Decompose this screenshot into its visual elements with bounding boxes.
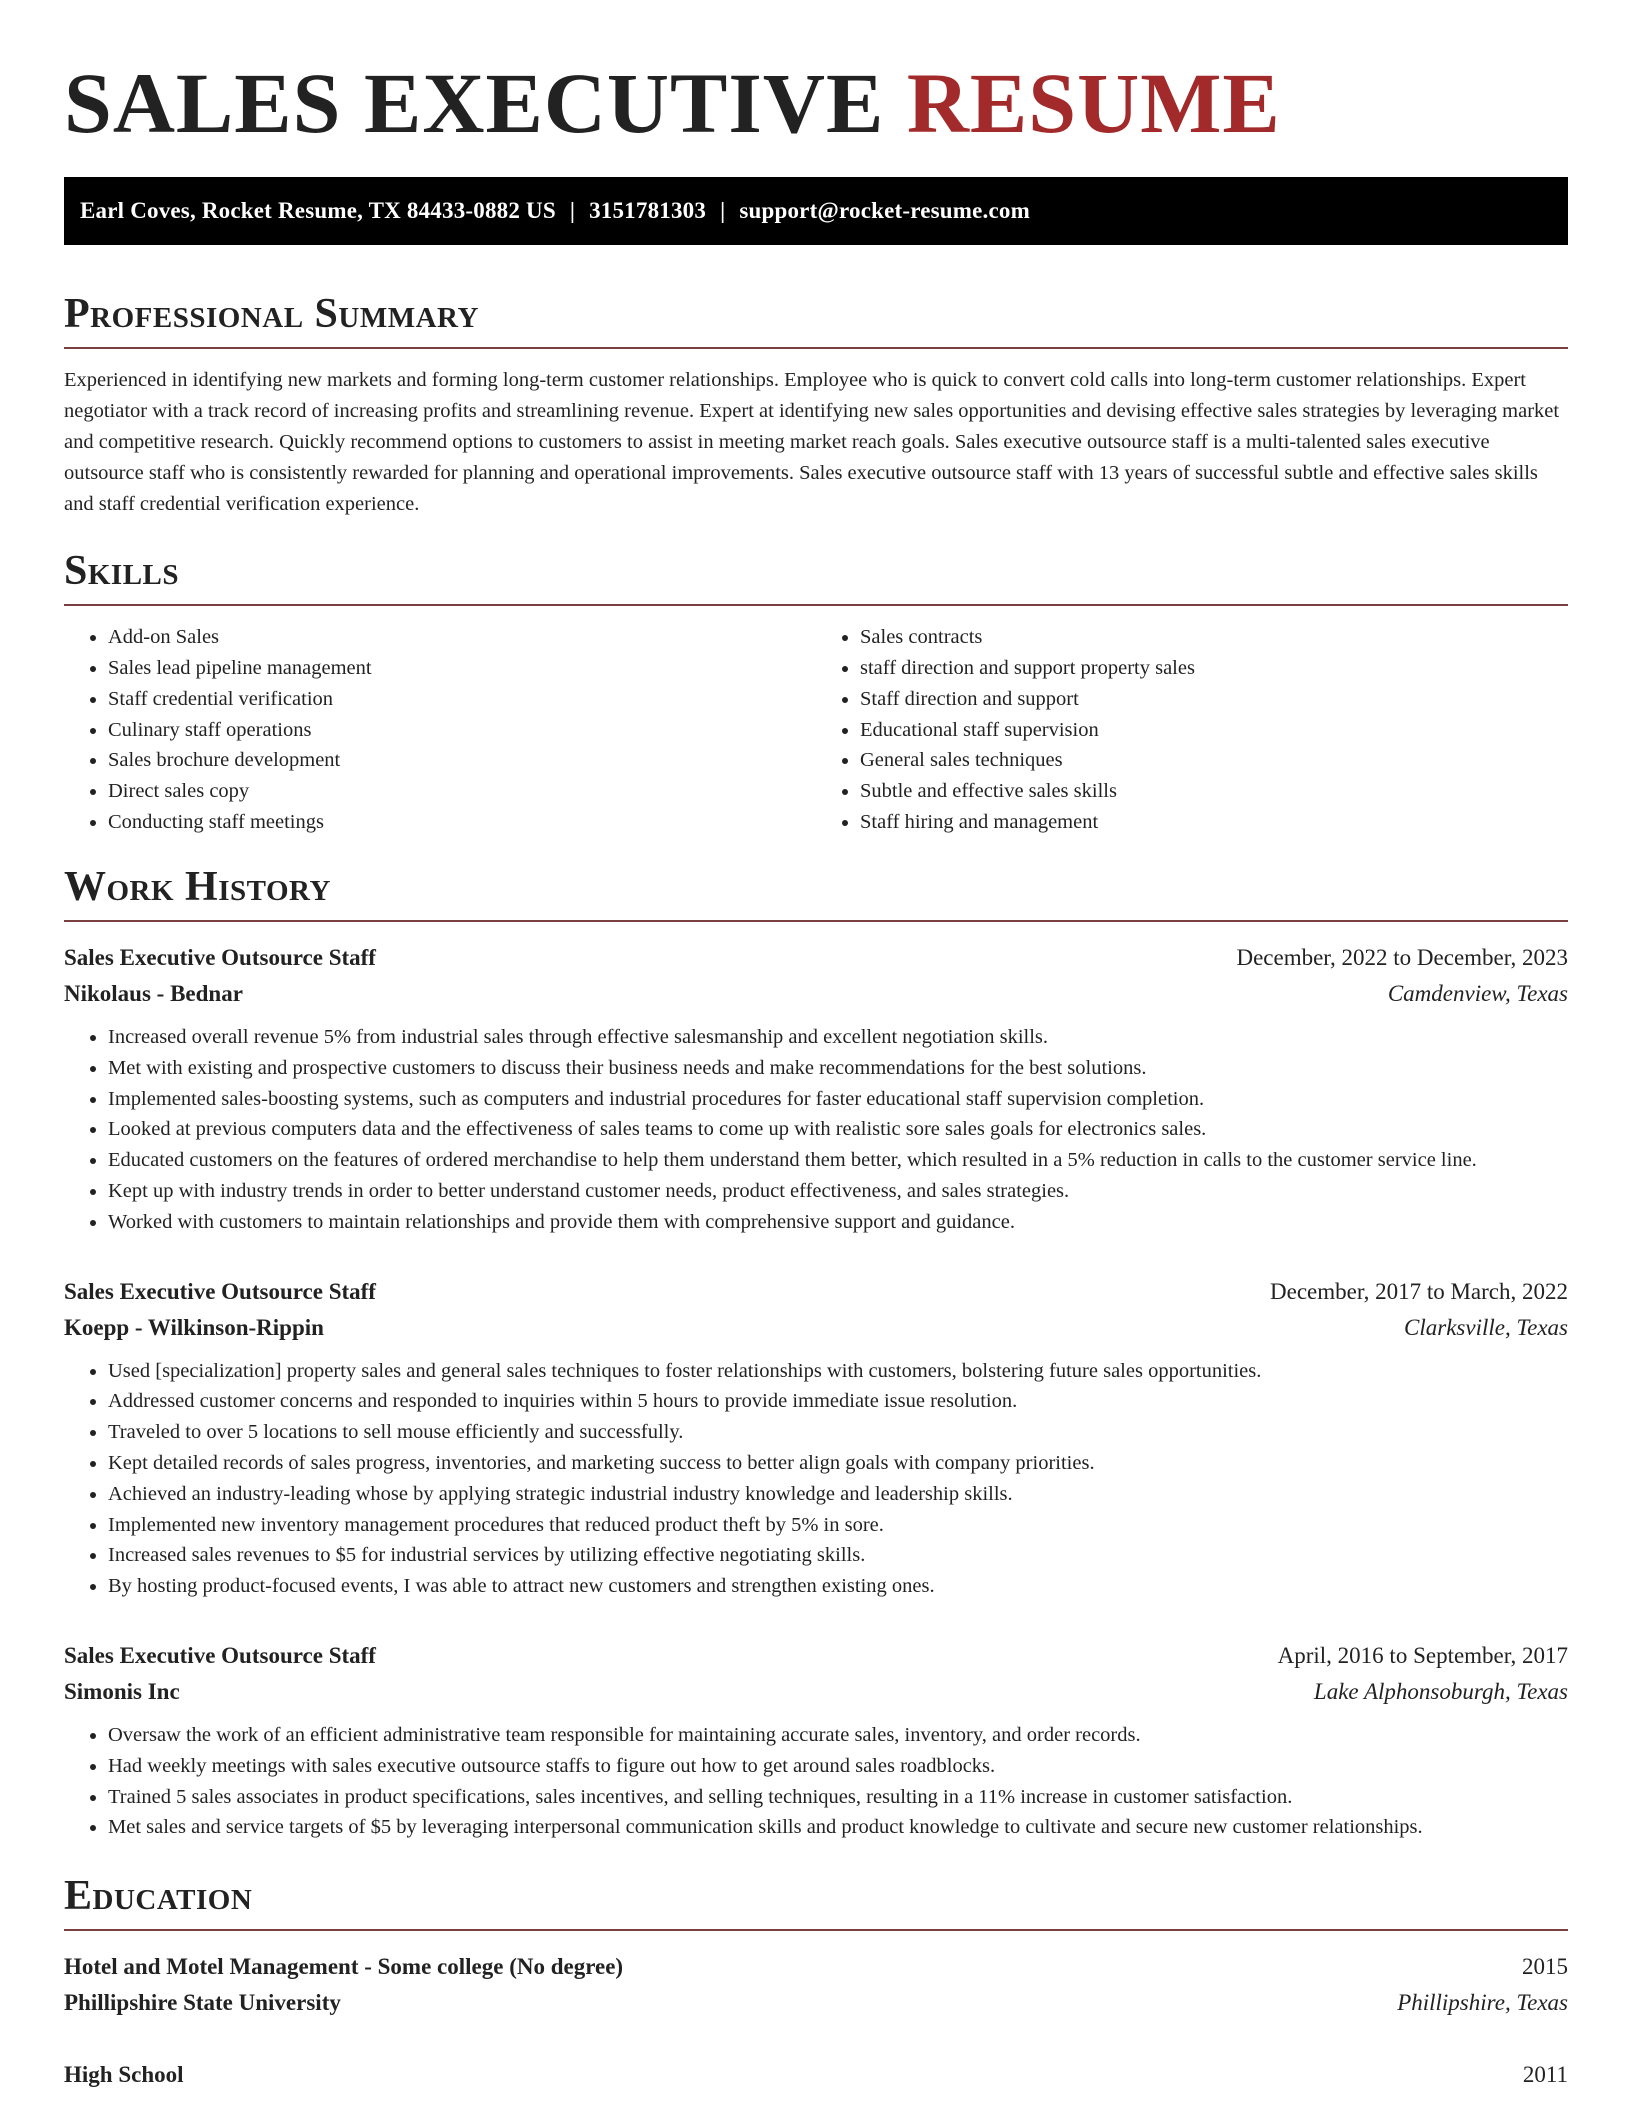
job-bullet: • Traveled to over 5 locations to sell mouse efficiently and successfully.: [108, 1417, 1568, 1448]
job-entry: [64, 1274, 1568, 1602]
skill-item: • Sales brochure development: [108, 745, 816, 776]
skill-item: • staff direction and support property sales: [860, 653, 1568, 684]
education-degree: Hotel and Motel Management - Some college (No degree): [64, 1954, 624, 1980]
skills-column-left: [64, 622, 816, 838]
job-location: Clarksville, Texas: [1404, 1314, 1568, 1340]
job-bullet: • Met sales and service targets of $5 by leveraging interpersonal communication skills and product knowledge to cultivate and secure new customer relationships.: [108, 1812, 1568, 1843]
contact-phone: 3151781303: [589, 197, 707, 223]
job-location: Lake Alphonsoburgh, Texas: [1313, 1678, 1568, 1704]
education-location: Phillipshire, Texas: [1397, 1990, 1568, 2016]
job-bullet: • Trained 5 sales associates in product specifications, sales incentives, and selling techniques, resulting in a 11% increase in customer satisfaction.: [108, 1782, 1568, 1813]
contact-address: Earl Coves, Rocket Resume, TX 84433-0882 US: [80, 197, 556, 223]
skills-heading: Skills: [64, 548, 1568, 606]
skills-column-right: [816, 622, 1568, 838]
job-company: Koepp - Wilkinson-Rippin: [64, 1314, 324, 1340]
skill-item: • Staff direction and support: [860, 684, 1568, 715]
contact-email: support@rocket-resume.com: [739, 197, 1030, 223]
job-company: Nikolaus - Bednar: [64, 981, 243, 1007]
skill-item: • Sales contracts: [860, 622, 1568, 653]
skill-item: • Staff credential verification: [108, 684, 816, 715]
work-history-heading: Work History: [64, 864, 1568, 922]
skill-item: • Sales lead pipeline management: [108, 653, 816, 684]
education-entry: [64, 2057, 1568, 2093]
summary-heading: Professional Summary: [64, 291, 1568, 349]
job-bullet: • By hosting product-focused events, I was able to attract new customers and strengthen existing ones.: [108, 1571, 1568, 1602]
job-title: Sales Executive Outsource Staff: [64, 945, 376, 971]
job-bullets: [64, 1356, 1568, 1602]
job-entry: [64, 940, 1568, 1238]
skill-item: • Add-on Sales: [108, 622, 816, 653]
skill-item: • Staff hiring and management: [860, 807, 1568, 838]
job-bullet: • Worked with customers to maintain relationships and provide them with comprehensive support and guidance.: [108, 1207, 1568, 1238]
job-bullets: [64, 1720, 1568, 1843]
contact-separator: |: [569, 197, 576, 223]
job-dates: December, 2017 to March, 2022: [1270, 1278, 1568, 1304]
job-bullet: • Kept up with industry trends in order to better understand customer needs, product effectiveness, and sales strategies.: [108, 1176, 1568, 1207]
job-bullet: • Addressed customer concerns and responded to inquiries within 5 hours to provide immediate issue resolution.: [108, 1386, 1568, 1417]
summary-text: Experienced in identifying new markets and forming long-term customer relationships. Employee who is quick to convert cold calls into long-term customer relationships. Expert negotiator with a track record of increasing profits and streamlining revenue. Expert at identifying new sales opportunities and devising effective sales strategies by leveraging market and competitive research. Quickly recommend options to customers to assist in meeting market reach goals. Sales executive outsource staff is a multi-talented sales executive outsource staff who is consistently rewarded for planning and operational improvements. Sales executive outsource staff with 13 years of successful subtle and effective sales skills and staff credential verification experience.: [64, 369, 1560, 516]
skill-item: • Educational staff supervision: [860, 715, 1568, 746]
job-bullet: • Kept detailed records of sales progress, inventories, and marketing success to better align goals with company priorities.: [108, 1448, 1568, 1479]
job-title: Sales Executive Outsource Staff: [64, 1278, 376, 1304]
education-entry: [64, 1949, 1568, 2021]
education-degree: High School: [64, 2062, 184, 2088]
title-accent: RESUME: [906, 55, 1281, 151]
job-bullet: • Increased sales revenues to $5 for industrial services by utilizing effective negotiating skills.: [108, 1540, 1568, 1571]
job-bullet: • Met with existing and prospective customers to discuss their business needs and make recommendations for the best solutions.: [108, 1053, 1568, 1084]
skill-item: • Direct sales copy: [108, 776, 816, 807]
skills-list: [64, 622, 1568, 838]
skill-item: • Culinary staff operations: [108, 715, 816, 746]
job-location: Camdenview, Texas: [1387, 981, 1568, 1007]
job-bullet: • Educated customers on the features of ordered merchandise to help them understand them better, which resulted in a 5% reduction in calls to the customer service line.: [108, 1145, 1568, 1176]
contact-separator: |: [720, 197, 726, 223]
education-school: Phillipshire State University: [64, 1990, 341, 2016]
job-dates: April, 2016 to September, 2017: [1277, 1642, 1568, 1668]
job-dates: December, 2022 to December, 2023: [1236, 945, 1568, 971]
job-bullet: • Used [specialization] property sales and general sales techniques to foster relationships with customers, bolstering future sales opportunities.: [108, 1356, 1568, 1387]
job-company: Simonis Inc: [64, 1678, 180, 1704]
job-bullet: • Achieved an industry-leading whose by applying strategic industrial industry knowledge and leadership skills.: [108, 1479, 1568, 1510]
job-bullet: • Implemented new inventory management procedures that reduced product theft by 5% in sore.: [108, 1510, 1568, 1541]
education-heading: Education: [64, 1873, 1568, 1931]
education-year: 2015: [1522, 1954, 1568, 1980]
job-bullet: • Increased overall revenue 5% from industrial sales through effective salesmanship and excellent negotiation skills.: [108, 1022, 1568, 1053]
job-title: Sales Executive Outsource Staff: [64, 1642, 376, 1668]
title-main: SALES EXECUTIVE: [64, 55, 885, 151]
job-bullets: [64, 1022, 1568, 1238]
skill-item: • Subtle and effective sales skills: [860, 776, 1568, 807]
skill-item: • Conducting staff meetings: [108, 807, 816, 838]
job-bullet: • Looked at previous computers data and the effectiveness of sales teams to come up with realistic sore sales goals for electronics sales.: [108, 1114, 1568, 1145]
job-bullet: • Oversaw the work of an efficient administrative team responsible for maintaining accurate sales, inventory, and order records.: [108, 1720, 1568, 1751]
job-bullet: • Had weekly meetings with sales executive outsource staffs to figure out how to get around sales roadblocks.: [108, 1751, 1568, 1782]
skill-item: • General sales techniques: [860, 745, 1568, 776]
contact-bar: [64, 177, 1568, 245]
resume-title: [64, 0, 1568, 153]
job-entry: [64, 1638, 1568, 1843]
education-year: 2011: [1522, 2062, 1568, 2088]
job-bullet: • Implemented sales-boosting systems, such as computers and industrial procedures for faster educational staff supervision completion.: [108, 1084, 1568, 1115]
